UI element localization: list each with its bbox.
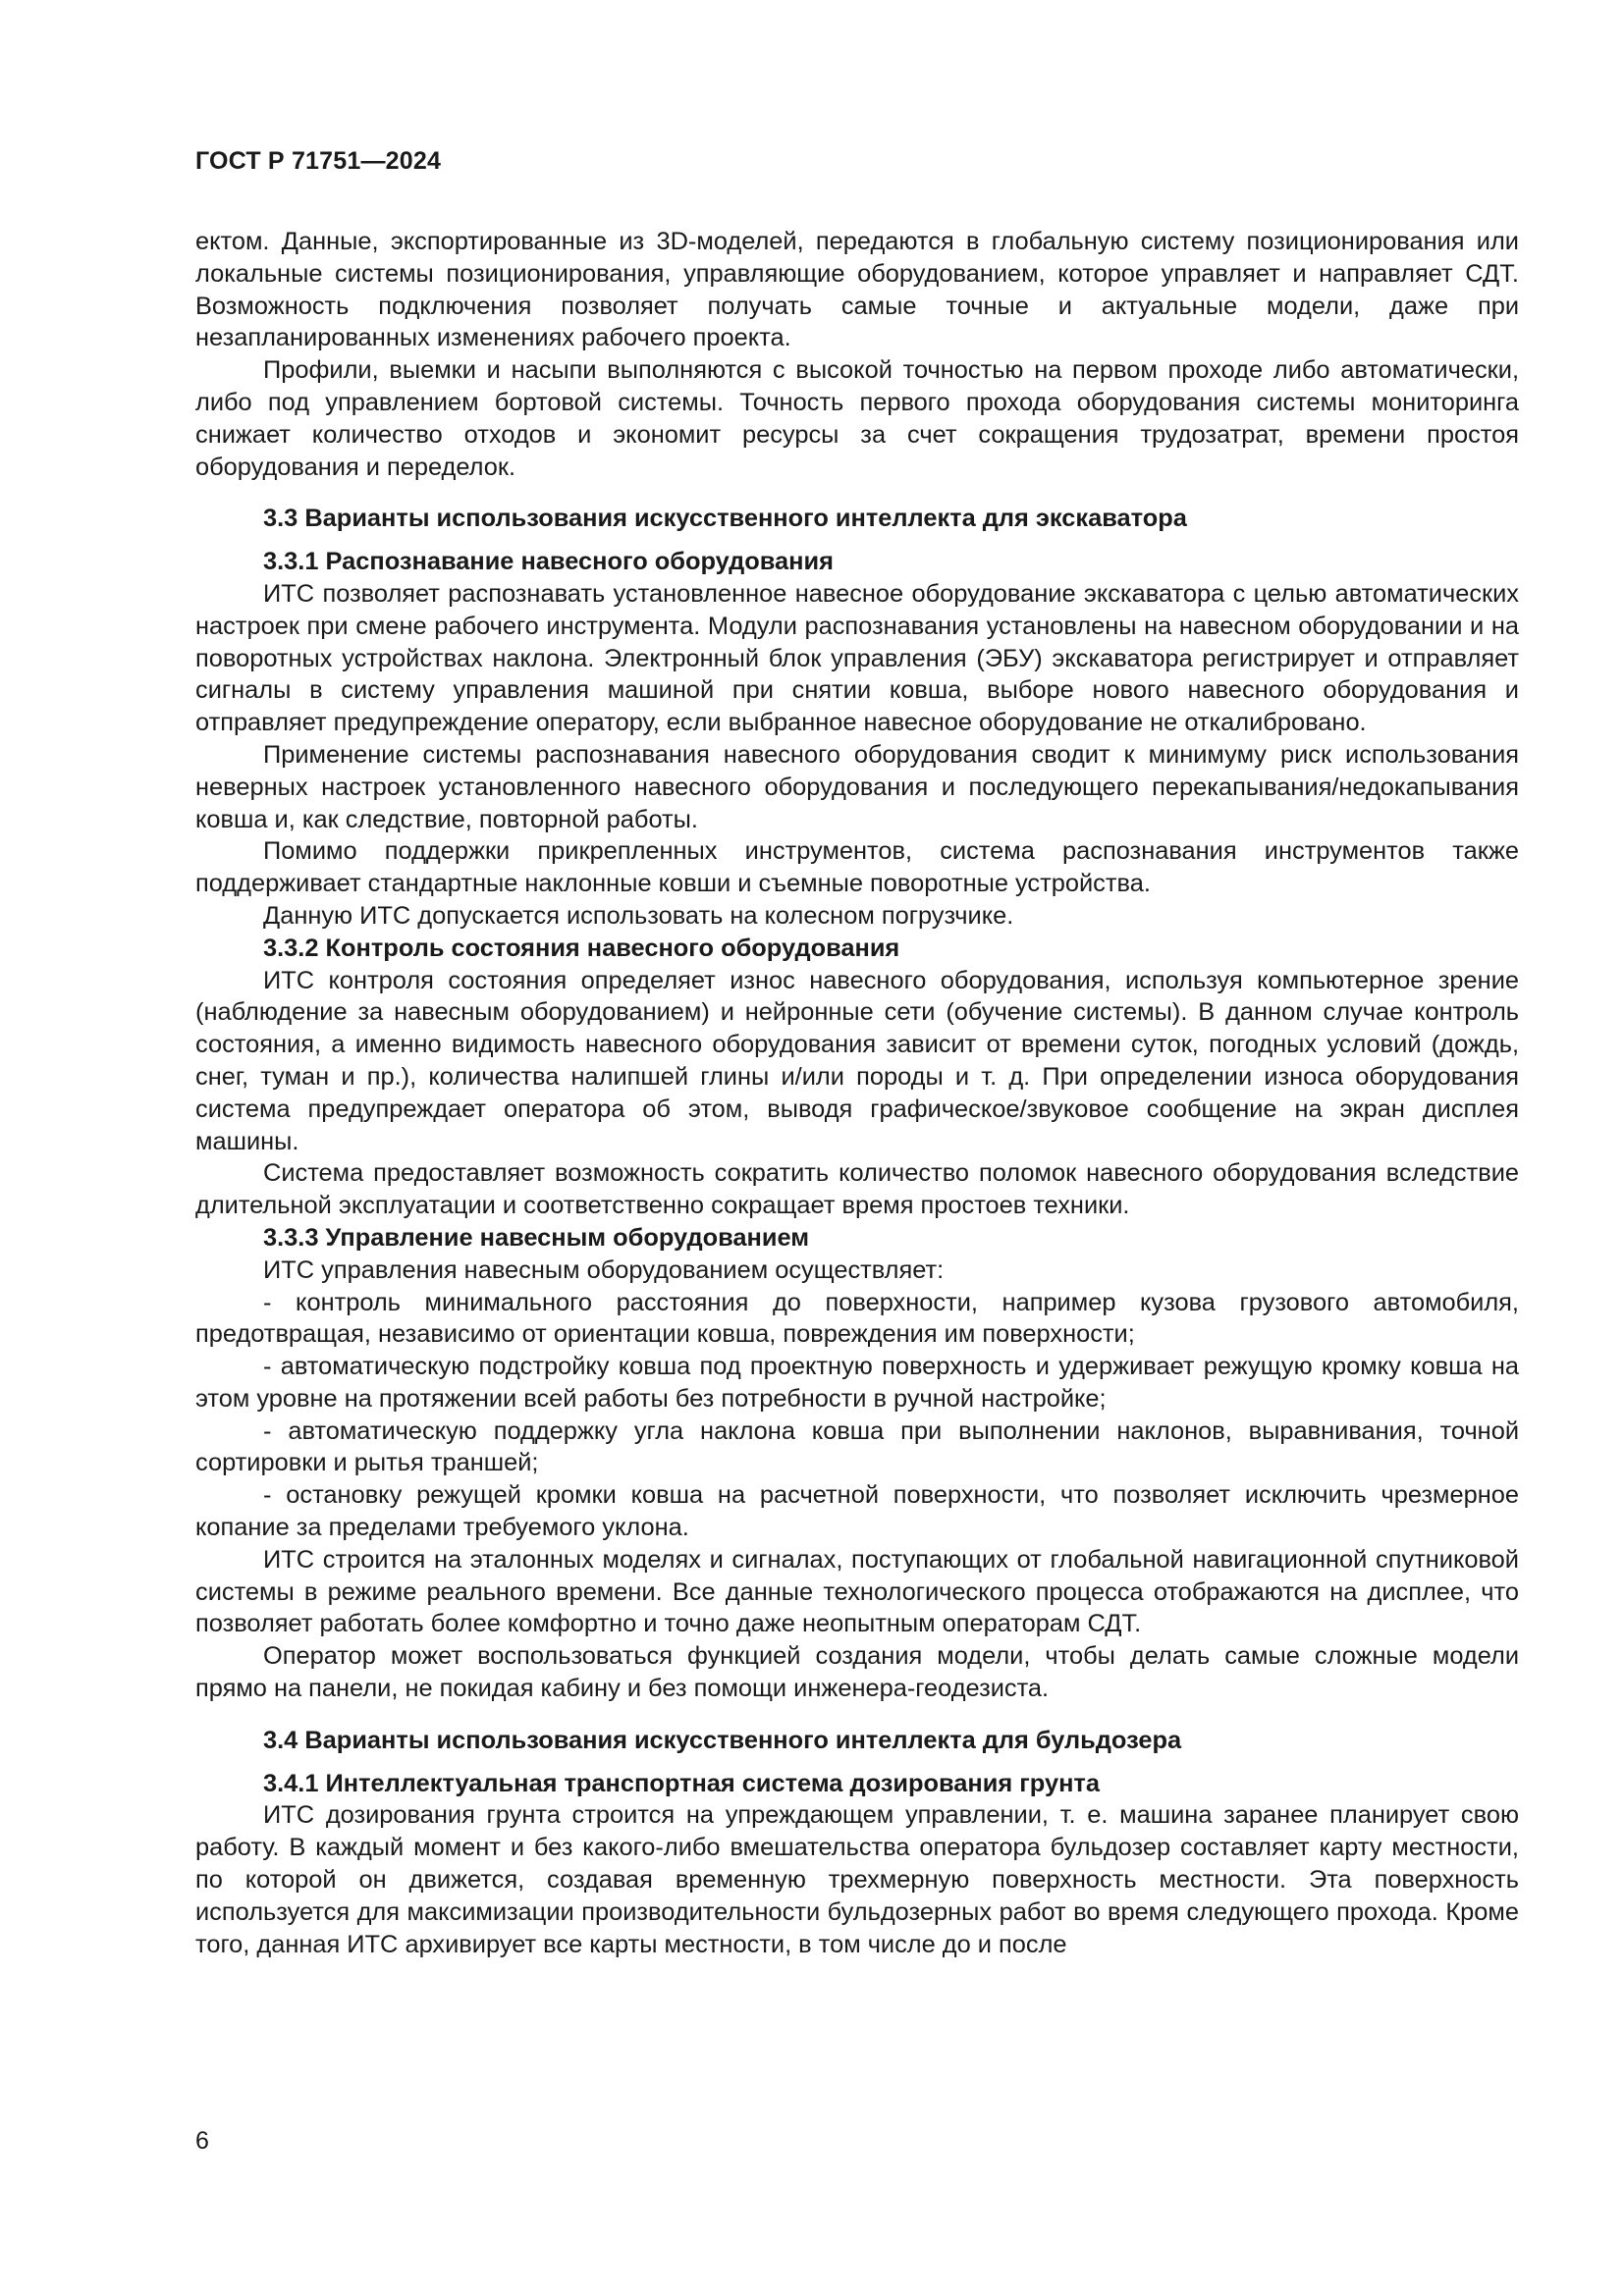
paragraph: Данную ИТС допускается использовать на колесном погрузчике. (263, 901, 1014, 930)
paragraph: Применение системы распознавания навесного оборудования сводит к минимуму риск использования неверных настроек установленного навесного оборудования и последующего перекапывания/недокапывания ковша и, как следствие, повторной работы. (195, 740, 1519, 833)
list-item: - автоматическую поддержку угла наклона ковша при выполнении наклонов, выравнивания, точной сортировки и рытья траншей; (195, 1416, 1519, 1477)
paragraph: Профили, выемки и насыпи выполняются с высокой точностью на первом проходе либо автоматически, либо под управлением бортовой системы. Точность первого прохода оборудования системы мониторинга снижает количество отходов и экономит ресурсы за счет сокращения трудозатрат, времени простоя оборудования и переделок. (195, 356, 1519, 481)
document-body (195, 226, 1519, 1960)
subsection-heading-3-3-2: 3.3.2 Контроль состояния навесного оборудования (263, 934, 900, 962)
section-heading-3-3: 3.3 Варианты использования искусственного интеллекта для экскаватора (263, 505, 1187, 533)
paragraph: ИТС дозирования грунта строится на упреждающем управлении, т. е. машина заранее планирует свою работу. В каждый момент и без какого-либо вмешательства оператора бульдозер составляет карту местности, по которой он движется, создавая временную трехмерную поверхность местности. Эта поверхность используется для максимизации производительности бульдозерных работ во время следующего прохода. Кроме того, данная ИТС архивирует все карты местности, в том числе до и после (195, 1801, 1519, 1958)
paragraph: ИТС позволяет распознавать установленное навесное оборудование экскаватора с целью автоматических настроек при смене рабочего инструмента. Модули распознавания установлены на навесном оборудовании и на поворотных устройствах наклона. Электронный блок управления (ЭБУ) экскаватора регистрирует и отправляет сигналы в систему управления машиной при снятии ковша, выборе нового навесного оборудования и отправляет предупреждение оператору, если выбранное навесное оборудование не откалибровано. (195, 579, 1519, 737)
paragraph: Оператор может воспользоваться функцией создания модели, чтобы делать самые сложные модели прямо на панели, не покидая кабину и без помощи инженера-геодезиста. (195, 1642, 1519, 1703)
section-heading-3-4: 3.4 Варианты использования искусственного интеллекта для бульдозера (263, 1726, 1182, 1754)
subsection-heading-3-3-1: 3.3.1 Распознавание навесного оборудования (263, 548, 834, 576)
subsection-heading-3-3-3: 3.3.3 Управление навесным оборудованием (263, 1223, 810, 1252)
page-number: 6 (195, 2127, 209, 2155)
list-item: - автоматическую подстройку ковша под проектную поверхность и удерживает режущую кромку ковша на этом уровне на протяжении всей работы без потребности в ручной настройке; (195, 1353, 1519, 1413)
paragraph: Система предоставляет возможность сократить количество поломок навесного оборудования вследствие длительной эксплуатации и соответственно сокращает время простоев техники. (195, 1159, 1519, 1220)
paragraph: ИТС строится на эталонных моделях и сигналах, поступающих от глобальной навигационной спутниковой системы в режиме реального времени. Все данные технологического процесса отображаются на дисплее, что позволяет работать более комфортно и точно даже неопытным операторам СДТ. (195, 1545, 1519, 1638)
list-item: - контроль минимального расстояния до поверхности, например кузова грузового автомобиля, предотвращая, независимо от ориентации ковша, повреждения им поверхности; (195, 1288, 1519, 1349)
subsection-heading-3-4-1: 3.4.1 Интеллектуальная транспортная система дозирования грунта (263, 1769, 1100, 1797)
paragraph: ектом. Данные, экспортированные из 3D-моделей, передаются в глобальную систему позиционирования или локальные системы позиционирования, управляющие оборудованием, которое управляет и направляет СДТ. Возможность подключения позволяет получать самые точные и актуальные модели, даже при незапланированных изменениях рабочего проекта. (195, 228, 1519, 352)
document-header: ГОСТ Р 71751—2024 (195, 147, 442, 175)
paragraph: Помимо поддержки прикрепленных инструментов, система распознавания инструментов также поддерживает стандартные наклонные ковши и съемные поворотные устройства. (195, 837, 1519, 898)
paragraph: ИТС управления навесным оборудованием осуществляет: (263, 1255, 945, 1284)
paragraph: ИТС контроля состояния определяет износ навесного оборудования, используя компьютерное зрение (наблюдение за навесным оборудованием) и нейронные сети (обучение системы). В данном случае контроль состояния, а именно видимость навесного оборудования зависит от времени суток, погодных условий (дождь, снег, туман и пр.), количества налипшей глины и/или породы и т. д. При определении износа оборудования система предупреждает оператора об этом, выводя графическое/звуковое сообщение на экран дисплея машины. (195, 966, 1519, 1155)
list-item: - остановку режущей кромки ковша на расчетной поверхности, что позволяет исключить чрезмерное копание за пределами требуемого уклона. (195, 1481, 1519, 1542)
